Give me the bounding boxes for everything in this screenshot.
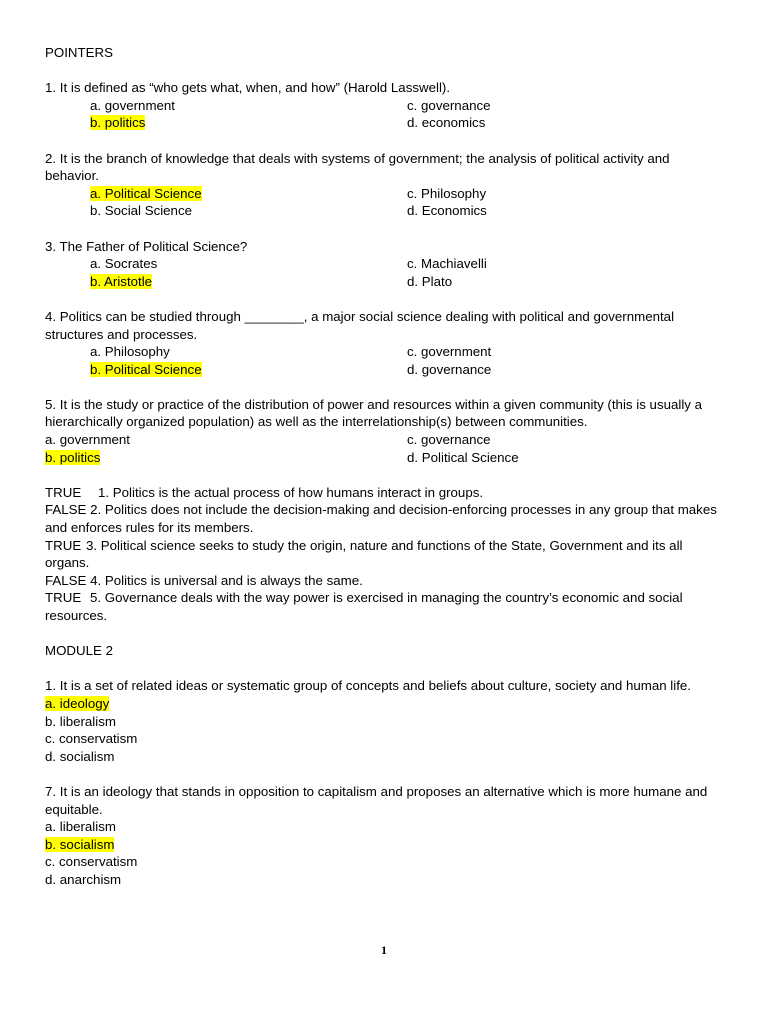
option-c: c. governance [407, 97, 491, 113]
option-b-correct: b. politics [45, 449, 101, 465]
tf-statement: 2. Politics does not include the decision-making and decision-enforcing processes in any group that makes and enforces rules for its members. [45, 502, 717, 536]
tf-answer: FALSE [45, 572, 87, 588]
question-text: 1. It is a set of related ideas or systematic group of concepts and beliefs about culture, society and human life. [45, 678, 691, 694]
option-row [45, 343, 725, 361]
option-c: c. conservatism [45, 731, 138, 747]
option-row [45, 361, 725, 379]
document-page [45, 44, 725, 889]
question-text: 1. It is defined as “who gets what, when, and how” (Harold Lasswell). [45, 80, 451, 96]
tf-statement: 3. Political science seeks to study the origin, nature and functions of the State, Government and its all organs. [45, 537, 683, 571]
option-c: c. conservatism [45, 854, 138, 870]
option-b-correct: b. politics [90, 115, 146, 131]
question-block [45, 79, 725, 132]
option-d: d. socialism [45, 748, 115, 764]
tf-statement: 4. Politics is universal and is always the same. [90, 572, 363, 588]
question-block [45, 783, 725, 889]
option-a: a. government [90, 97, 176, 113]
true-false-section [45, 484, 725, 625]
option-a: a. Philosophy [90, 344, 170, 360]
question-text: 5. It is the study or practice of the distribution of power and resources within a given community (this is usually a hierarchically organized population) as well as the interrelationship(s) between communities. [45, 396, 703, 430]
tf-statement: 1. Politics is the actual process of how humans interact in groups. [98, 484, 484, 500]
option-c: c. government [407, 344, 492, 360]
true-false-item [45, 572, 725, 590]
question-text: 4. Politics can be studied through ________, a major social science dealing with political and governmental structures and processes. [45, 308, 675, 342]
option-d: d. Economics [407, 203, 487, 219]
option-a: a. Socrates [90, 256, 158, 272]
question-text: 3. The Father of Political Science? [45, 238, 248, 254]
section-heading-module: MODULE 2 [45, 643, 113, 659]
option-d: d. economics [407, 115, 486, 131]
option-c: c. governance [407, 432, 491, 448]
option-row [45, 185, 725, 203]
option-d: d. anarchism [45, 871, 122, 887]
tf-answer: FALSE [45, 502, 87, 518]
option-a-correct: a. ideology [45, 695, 110, 711]
true-false-item [45, 537, 725, 572]
true-false-item [45, 589, 725, 624]
option-a: a. government [45, 432, 131, 448]
option-row [45, 114, 725, 132]
option-a: a. liberalism [45, 819, 116, 835]
section-heading-pointers: POINTERS [45, 45, 113, 60]
question-text: 2. It is the branch of knowledge that deals with systems of government; the analysis of political activity and behavior. [45, 150, 670, 184]
option-b: b. Social Science [90, 203, 192, 219]
tf-answer: TRUE [45, 484, 82, 500]
tf-statement: 5. Governance deals with the way power is exercised in managing the country’s economic and social resources. [45, 590, 683, 623]
question-block [45, 308, 725, 378]
question-block [45, 238, 725, 291]
question-block [45, 150, 725, 220]
option-b-correct: b. Aristotle [90, 273, 153, 289]
true-false-item [45, 501, 725, 536]
option-b: b. liberalism [45, 713, 116, 729]
option-row [45, 431, 725, 449]
option-d: d. governance [407, 361, 492, 377]
option-row [45, 449, 725, 467]
option-row [45, 273, 725, 291]
option-b-correct: b. Political Science [90, 361, 202, 377]
option-c: c. Philosophy [407, 185, 487, 201]
option-d: d. Political Science [407, 449, 519, 465]
option-a-correct: a. Political Science [90, 185, 202, 201]
true-false-item [45, 484, 725, 502]
question-text: 7. It is an ideology that stands in opposition to capitalism and proposes an alternative which is more humane and equitable. [45, 783, 708, 817]
option-row [45, 255, 725, 273]
question-block [45, 677, 725, 765]
option-row [45, 97, 725, 115]
option-row [45, 202, 725, 220]
tf-answer: TRUE [45, 590, 82, 606]
option-d: d. Plato [407, 273, 453, 289]
option-c: c. Machiavelli [407, 256, 487, 272]
page-number: 1 [381, 943, 387, 957]
tf-answer: TRUE [45, 537, 82, 553]
option-b-correct: b. socialism [45, 836, 115, 852]
question-block [45, 396, 725, 466]
